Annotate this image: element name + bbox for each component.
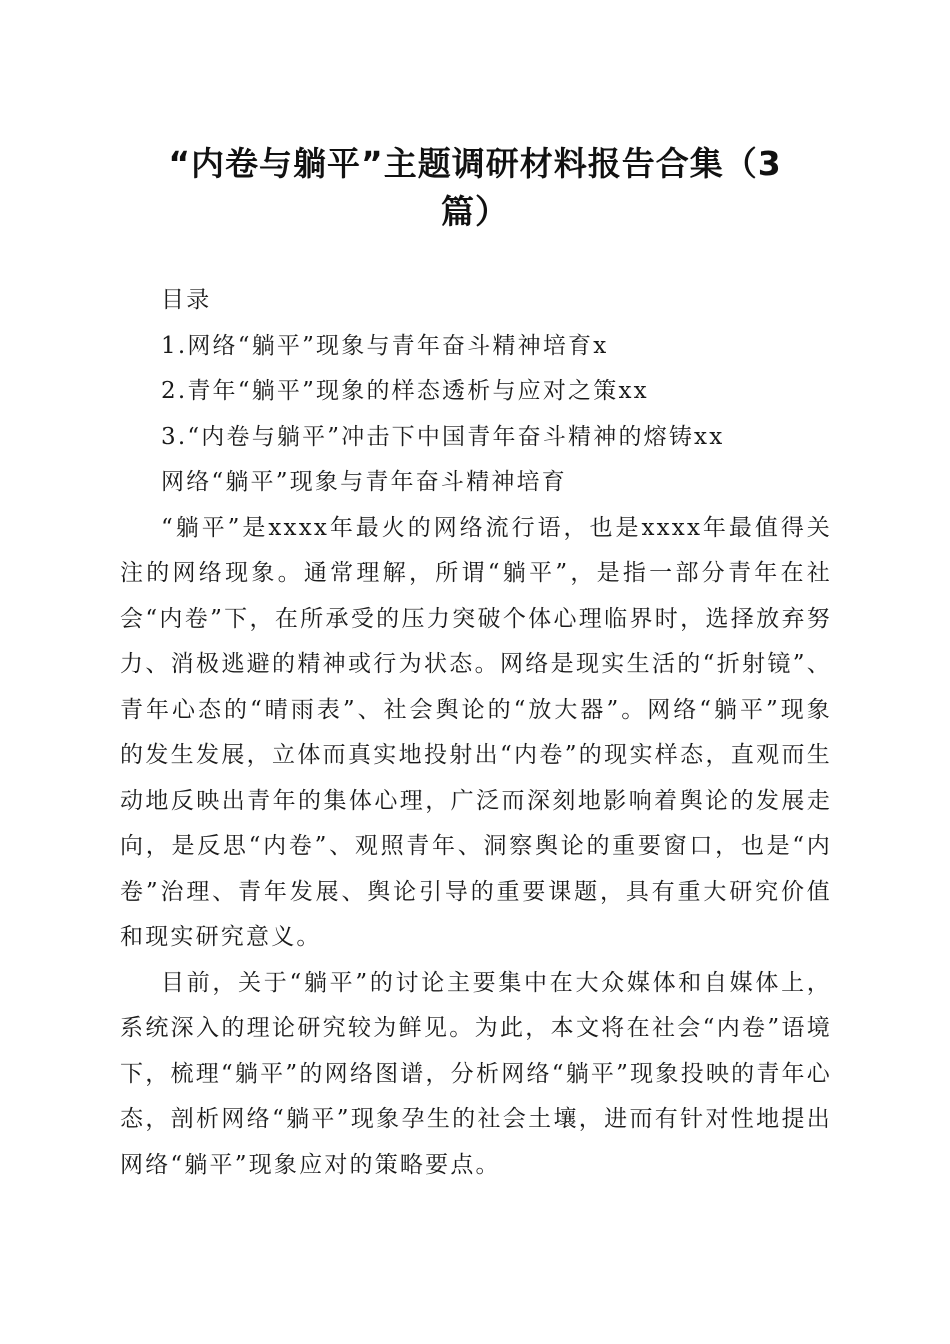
body-paragraph: 目前，关于“躺平”的讨论主要集中在大众媒体和自媒体上，系统深入的理论研究较为鲜见。为此，本文将在社会“内卷”语境下，梳理“躺平”的网络图谱，分析网络“躺平”现象投映的青年心态，剖析网络“躺平”现象孕生的社会土壤，进而有针对性地提出网络“躺平”现象应对的策略要点。: [120, 969, 832, 1178]
section-heading: 网络“躺平”现象与青年奋斗精神培育: [161, 469, 567, 495]
document-body: [120, 278, 832, 1188]
toc-item: 1.网络“躺平”现象与青年奋斗精神培育x: [161, 332, 609, 359]
toc-heading: 目录: [161, 287, 212, 313]
toc-item: 2.青年“躺平”现象的样态透析与应对之策xx: [161, 378, 649, 404]
body-paragraph: “躺平”是xxxx年最火的网络流行语，也是xxxx年最值得关注的网络现象。通常理解，所谓“躺平”，是指一部分青年在社会“内卷”下，在所承受的压力突破个体心理临界时，选择放弃努力、消极逃避的精神或行为状态。网络是现实生活的“折射镜”、青年心态的“晴雨表”、社会舆论的“放大器”。网络“躺平”现象的发生发展，立体而真实地投射出“内卷”的现实样态，直观而生动地反映出青年的集体心理，广泛而深刻地影响着舆论的发展走向，是反思“内卷”、观照青年、洞察舆论的重要窗口，也是“内卷”治理、青年发展、舆论引导的重要课题，具有重大研究价值和现实研究意义。: [120, 514, 832, 950]
document-title: “内卷与躺平”主题调研材料报告合集（3篇）: [168, 144, 782, 231]
toc-item: 3.“内卷与躺平”冲击下中国青年奋斗精神的熔铸xx: [161, 423, 725, 450]
